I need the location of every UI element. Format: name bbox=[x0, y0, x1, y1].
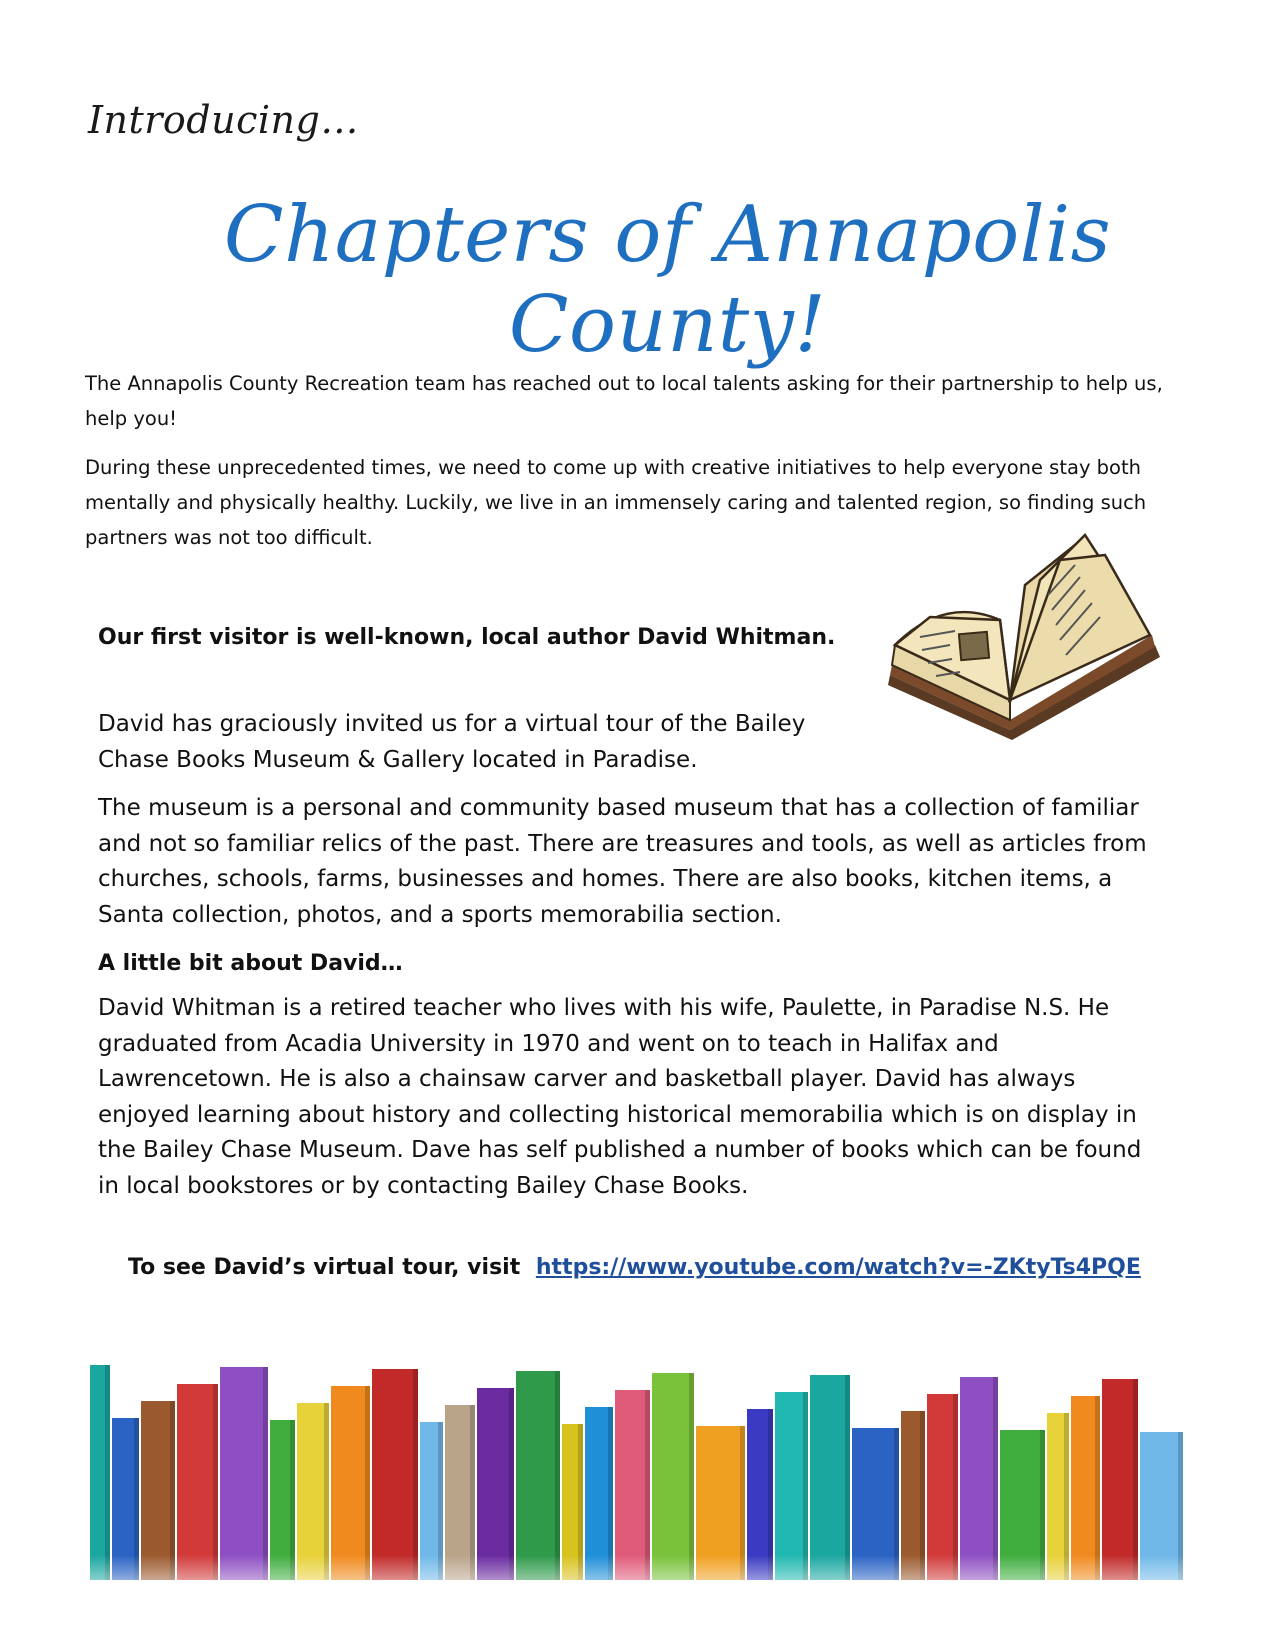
book-spine bbox=[372, 1369, 418, 1580]
book-spine-shadow bbox=[1064, 1413, 1069, 1580]
book-spine bbox=[177, 1384, 218, 1580]
author-bio-paragraph: David Whitman is a retired teacher who lives with his wife, Paulette, in Paradise N.S. He graduated from Acadia University in 1970 and went on to teach in Halifax and Lawrencetown. He is also a chainsaw carver and basketball player. David has always enjoyed learning about history and collecting historical memorabilia which is on display in the Bailey Chase Museum. Dave has self published a number of books which can be found in local bookstores or by contacting Bailey Chase Books. bbox=[98, 995, 1142, 1199]
book-spine-shadow bbox=[324, 1403, 329, 1580]
book-spine-shadow bbox=[470, 1405, 475, 1580]
book-spine-shadow bbox=[689, 1373, 694, 1580]
book-spine-shadow bbox=[993, 1377, 998, 1580]
book-spine-shadow bbox=[170, 1401, 175, 1580]
intro-paragraph-1: The Annapolis County Recreation team has reached out to local talents asking for their partnership to help us, help you! bbox=[85, 372, 1163, 430]
book-spine-shadow bbox=[1095, 1396, 1100, 1580]
book-spine bbox=[960, 1377, 998, 1580]
book-spine bbox=[1102, 1379, 1138, 1580]
book-spine-shadow bbox=[509, 1388, 514, 1580]
virtual-tour-label: To see David’s virtual tour, visit bbox=[128, 1255, 521, 1280]
book-spine-shadow bbox=[845, 1375, 850, 1580]
virtual-tour-line bbox=[128, 1255, 1141, 1280]
open-book-icon bbox=[870, 525, 1170, 740]
page-title: Chapters of Annapolis County! bbox=[223, 190, 1112, 370]
book-row-image bbox=[60, 1355, 1190, 1600]
book-spine-shadow bbox=[768, 1409, 773, 1580]
book-spine bbox=[652, 1373, 694, 1580]
book-spine-shadow bbox=[365, 1386, 370, 1580]
museum-description-paragraph: The museum is a personal and community based museum that has a collection of familiar and not so familiar relics of the past. There are treasures and tools, as well as articles from churches, schools, farms, businesses and homes. There are also books, kitchen items, a Santa collection, photos, and a sports memorabilia section. bbox=[98, 795, 1147, 928]
book-spine-shadow bbox=[803, 1392, 808, 1580]
book-spine-shadow bbox=[953, 1394, 958, 1580]
book-spine-shadow bbox=[213, 1384, 218, 1580]
tour-invite-paragraph: David has graciously invited us for a virtual tour of the Bailey Chase Books Museum & Gallery located in Paradise. bbox=[98, 711, 806, 773]
book-spine bbox=[516, 1371, 560, 1580]
book-spine bbox=[477, 1388, 514, 1580]
book-spine-shadow bbox=[263, 1367, 268, 1580]
book-spine-shadow bbox=[413, 1369, 418, 1580]
book-spine-shadow bbox=[1133, 1379, 1138, 1580]
book-spine bbox=[331, 1386, 370, 1580]
book-spine-shadow bbox=[105, 1365, 110, 1580]
book-spine bbox=[810, 1375, 850, 1580]
book-spine-shadow bbox=[920, 1411, 925, 1580]
intro-paragraph-2: During these unprecedented times, we need to come up with creative initiatives to help everyone stay both mentally and physically healthy. Luckily, we live in an immensely caring and talented region, so finding such partners was not too difficult. bbox=[85, 456, 1147, 549]
book-spine-shadow bbox=[608, 1407, 613, 1580]
intro-text: Introducing… bbox=[88, 98, 359, 142]
section-heading-about: A little bit about David… bbox=[98, 951, 403, 976]
book-spine-shadow bbox=[645, 1390, 650, 1580]
book-spine-shadow bbox=[555, 1371, 560, 1580]
book-spine bbox=[615, 1390, 650, 1580]
virtual-tour-link[interactable]: https://www.youtube.com/watch?v=-ZKtyTs4PQE bbox=[535, 1255, 1141, 1280]
book-spine bbox=[141, 1401, 175, 1580]
book-spine bbox=[220, 1367, 268, 1580]
section-heading-visitor: Our first visitor is well-known, local author David Whitman. bbox=[98, 625, 836, 650]
